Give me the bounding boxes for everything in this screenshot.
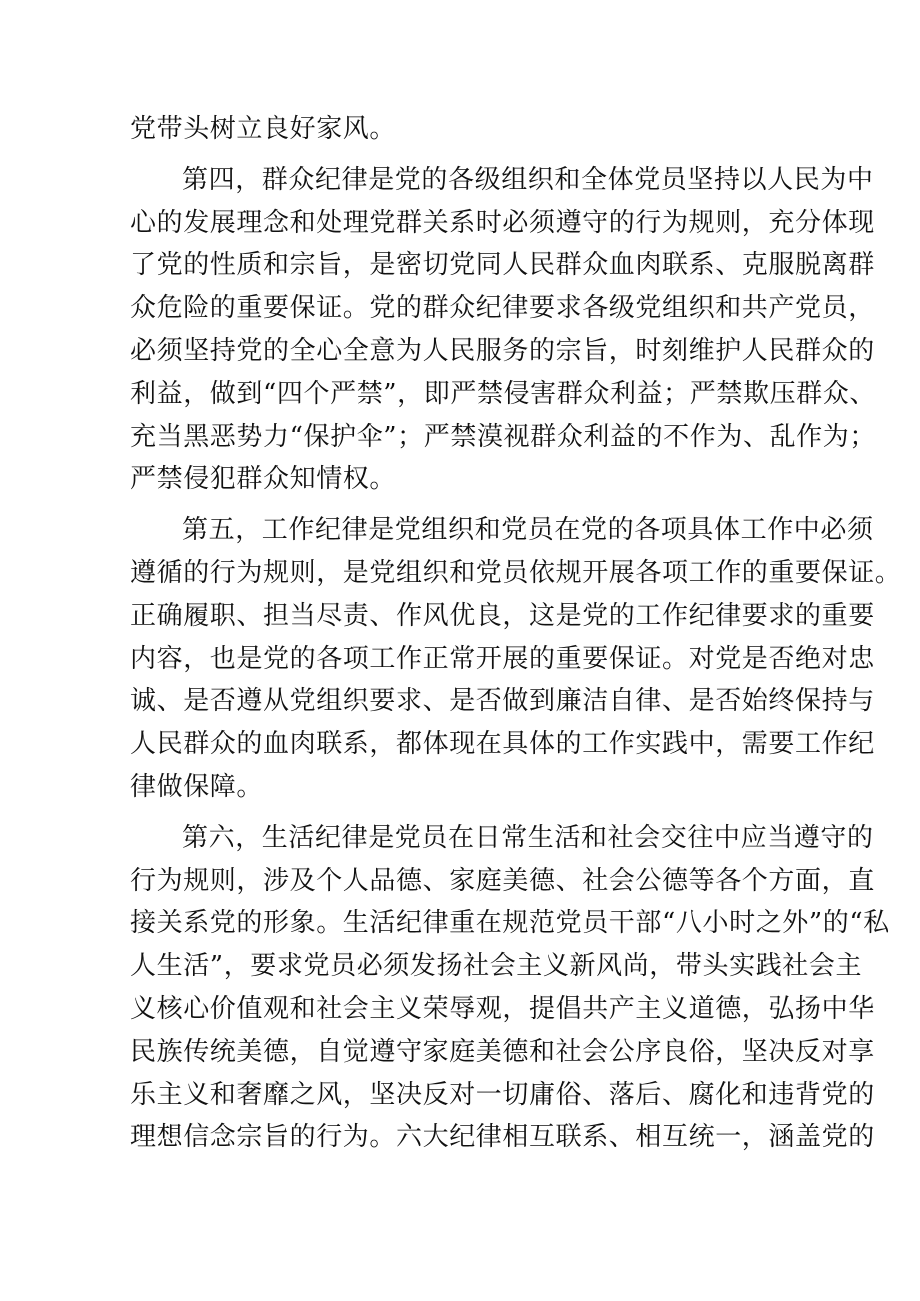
text-line: 党带头树立良好家风。 [130,114,397,144]
text-line: 民族传统美德，自觉遵守家庭美德和社会公序良俗，坚决反对享 [130,1036,875,1067]
text-line: 第五，工作纪律是党组织和党员在党的各项具体工作中必须 [182,515,874,546]
text-line: 利益，做到“四个严禁”，即严禁侵害群众利益；严禁欺压群众、 [130,378,876,409]
text-line: 第六，生活纪律是党员在日常生活和社会交往中应当遵守的 [182,822,874,853]
text-line: 行为规则，涉及个人品德、家庭美德、社会公德等各个方面，直 [130,865,875,896]
text-line: 严禁侵犯群众知情权。 [130,464,397,495]
text-line: 遵循的行为规则，是党组织和党员依规开展各项工作的重要保证。 [130,557,902,588]
text-line: 必须坚持党的全心全意为人民服务的宗旨，时刻维护人民群众的 [130,335,875,366]
paragraph-gap [130,809,790,817]
text-line: 了党的性质和宗旨，是密切党同人民群众血肉联系、克服脱离群 [130,250,875,281]
document-body [130,108,902,1159]
text-line: 心的发展理念和处理党群关系时必须遵守的行为规则，充分体现 [130,207,875,238]
text-line: 律做保障。 [130,771,264,802]
text-line: 正确履职、担当尽责、作风优良，这是党的工作纪律要求的重要 [130,600,875,631]
text-line: 人民群众的血肉联系，都体现在具体的工作实践中，需要工作纪 [130,729,875,760]
text-line: 义核心价值观和社会主义荣辱观，提倡共产主义道德，弘扬中华 [130,993,875,1024]
text-line: 理想信念宗旨的行为。六大纪律相互联系、相互统一，涵盖党的 [130,1122,875,1153]
paragraph-gap [130,501,790,509]
text-line: 诚、是否遵从党组织要求、是否做到廉洁自律、是否始终保持与 [130,686,875,717]
text-line: 人生活”，要求党员必须发扬社会主义新风尚，带头实践社会主 [130,951,863,982]
paragraph-gap [130,151,790,159]
text-line: 众危险的重要保证。党的群众纪律要求各级党组织和共产党员， [130,293,875,324]
text-line: 充当黑恶势力“保护伞”；严禁漠视群众利益的不作为、乱作为； [130,421,876,452]
text-line: 第四，群众纪律是党的各级组织和全体党员坚持以人民为中 [182,164,874,195]
text-line: 接关系党的形象。生活纪律重在规范党员干部“八小时之外”的“私 [130,908,890,939]
text-line: 内容，也是党的各项工作正常开展的重要保证。对党是否绝对忠 [130,643,875,674]
text-line: 乐主义和奢靡之风，坚决反对一切庸俗、落后、腐化和违背党的 [130,1079,875,1110]
